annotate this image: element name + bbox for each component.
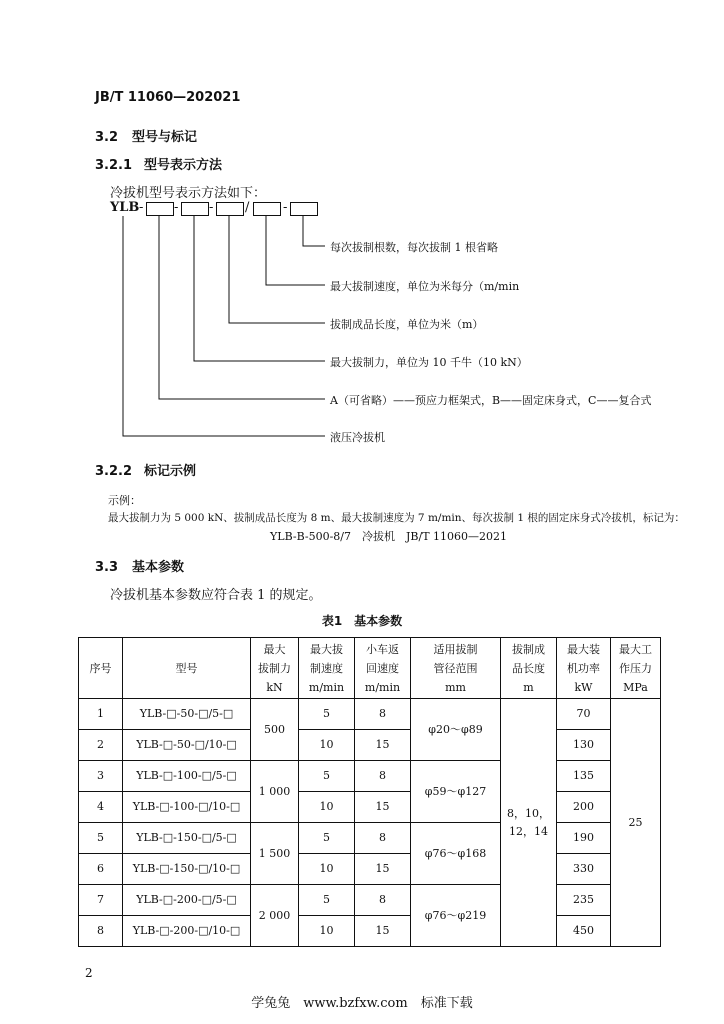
cell-return-speed: 15 (355, 730, 411, 761)
model-designation-diagram (0, 0, 724, 460)
cell-model: YLB-□-150-□/10-□ (123, 854, 251, 885)
header-return-speed: 小车返 回速度 m/min (355, 638, 411, 699)
cell-return-speed: 15 (355, 916, 411, 947)
diagram-label-type: A（可省略）——预应力框架式，B——固定床身式，C——复合式 (330, 394, 652, 407)
table-caption: 表1 基本参数 (321, 614, 403, 628)
header-diameter-range: 适用拔制 管径范围 mm (411, 638, 501, 699)
cell-no: 5 (79, 823, 123, 854)
header-max-speed: 最大拔 制速度 m/min (299, 638, 355, 699)
example-heading: 示例： (108, 494, 141, 507)
cell-no: 3 (79, 761, 123, 792)
cell-model: YLB-□-200-□/10-□ (123, 916, 251, 947)
cell-pressure: 25 (611, 699, 661, 947)
header-model: 型号 (123, 638, 251, 699)
cell-model: YLB-□-50-□/10-□ (123, 730, 251, 761)
cell-return-speed: 15 (355, 792, 411, 823)
cell-no: 4 (79, 792, 123, 823)
section-3-3-heading (95, 556, 184, 575)
cell-no: 7 (79, 885, 123, 916)
cell-model: YLB-□-50-□/5-□ (123, 699, 251, 730)
dash-separator: - (209, 200, 214, 215)
cell-power: 70 (557, 699, 611, 730)
cell-force: 1 000 (251, 761, 299, 823)
cell-diameter: φ59～φ127 (411, 761, 501, 823)
cell-diameter: φ76～φ168 (411, 823, 501, 885)
table-header-row (79, 638, 661, 699)
diagram-label-force: 最大拔制力，单位为 10 千牛（10 kN） (330, 356, 528, 369)
diagram-label-length: 拔制成品长度，单位为米（m） (330, 318, 484, 331)
section-title: 基本参数 (132, 560, 185, 575)
section-number: 3.2.2 (95, 464, 133, 479)
cell-power: 450 (557, 916, 611, 947)
footer-watermark: 学兔兔 www.bzfxw.com 标准下载 (251, 996, 473, 1011)
section-number: 3.3 (95, 560, 119, 575)
table-row (79, 854, 661, 885)
cell-power: 130 (557, 730, 611, 761)
cell-no: 8 (79, 916, 123, 947)
cell-speed: 10 (299, 730, 355, 761)
table-row (79, 916, 661, 947)
leader-line-count (303, 216, 325, 246)
cell-speed: 10 (299, 854, 355, 885)
example-marking: YLB-B-500-8/7 冷拔机 JB/T 11060—2021 (270, 530, 508, 543)
cell-return-speed: 8 (355, 699, 411, 730)
cell-power: 235 (557, 885, 611, 916)
model-prefix: YLB (110, 200, 140, 215)
leader-line-force (194, 216, 325, 361)
table-row (79, 885, 661, 916)
table-row (79, 823, 661, 854)
basic-parameters-table (78, 637, 661, 947)
section-number: 3.2 (95, 130, 119, 145)
diagram-label-speed: 最大拔制速度，单位为米每分（m/min (330, 280, 520, 293)
cell-speed: 5 (299, 761, 355, 792)
cell-force: 2 000 (251, 885, 299, 947)
cell-speed: 5 (299, 885, 355, 916)
section-title: 型号与标记 (132, 130, 198, 145)
diagram-label-prefix: 液压冷拔机 (330, 431, 385, 444)
cell-power: 135 (557, 761, 611, 792)
cell-model: YLB-□-100-□/5-□ (123, 761, 251, 792)
cell-speed: 5 (299, 823, 355, 854)
table-row (79, 761, 661, 792)
dash-separator: - (283, 200, 288, 215)
params-intro-text: 冷拔机基本参数应符合表 1 的规定。 (110, 588, 322, 603)
cell-power: 190 (557, 823, 611, 854)
section-number: 3.2.1 (95, 158, 133, 173)
section-title: 型号表示方法 (144, 158, 223, 173)
leader-line-type (159, 216, 325, 399)
cell-diameter: φ76～φ219 (411, 885, 501, 947)
cell-no: 2 (79, 730, 123, 761)
dash-separator: - (174, 200, 179, 215)
diagram-leader-lines (0, 0, 724, 460)
header-product-length: 拔制成 品长度 m (501, 638, 557, 699)
cell-return-speed: 8 (355, 761, 411, 792)
example-text: 最大拔制力为 5 000 kN、拔制成品长度为 8 m、最大拔制速度为 7 m/min、每次拔制 1 根的固定床身式冷拔机，标记为： (108, 512, 685, 524)
cell-power: 330 (557, 854, 611, 885)
dash-separator: - (139, 200, 144, 215)
cell-power: 200 (557, 792, 611, 823)
cell-force: 500 (251, 699, 299, 761)
table-row (79, 699, 661, 730)
cell-return-speed: 8 (355, 823, 411, 854)
leader-line-length (229, 216, 325, 323)
cell-diameter: φ20～φ89 (411, 699, 501, 761)
cell-speed: 10 (299, 792, 355, 823)
page-number: 2 (85, 966, 93, 980)
header-no: 序号 (79, 638, 123, 699)
header-max-pressure: 最大工 作压力 MPa (611, 638, 661, 699)
diagram-label-count: 每次拔制根数，每次拔制 1 根省略 (330, 241, 498, 254)
section-title: 标记示例 (144, 464, 197, 479)
cell-length: 8，10， 12，14 (501, 699, 557, 947)
leader-line-speed (266, 216, 325, 285)
cell-speed: 10 (299, 916, 355, 947)
cell-return-speed: 15 (355, 854, 411, 885)
standard-number-header: JB/T 11060—202021 (95, 90, 241, 105)
table-row (79, 730, 661, 761)
cell-model: YLB-□-200-□/5-□ (123, 885, 251, 916)
header-max-power: 最大装 机功率 kW (557, 638, 611, 699)
cell-speed: 5 (299, 699, 355, 730)
table-row (79, 792, 661, 823)
section-3-2-2-heading (95, 460, 196, 479)
model-intro-text: 冷拔机型号表示方法如下： (110, 186, 267, 201)
leader-line-prefix (123, 216, 325, 436)
cell-return-speed: 8 (355, 885, 411, 916)
cell-model: YLB-□-150-□/5-□ (123, 823, 251, 854)
cell-force: 1 500 (251, 823, 299, 885)
cell-no: 1 (79, 699, 123, 730)
header-max-force: 最大 拔制力 kN (251, 638, 299, 699)
cell-no: 6 (79, 854, 123, 885)
slash-separator: / (245, 200, 250, 215)
cell-model: YLB-□-100-□/10-□ (123, 792, 251, 823)
